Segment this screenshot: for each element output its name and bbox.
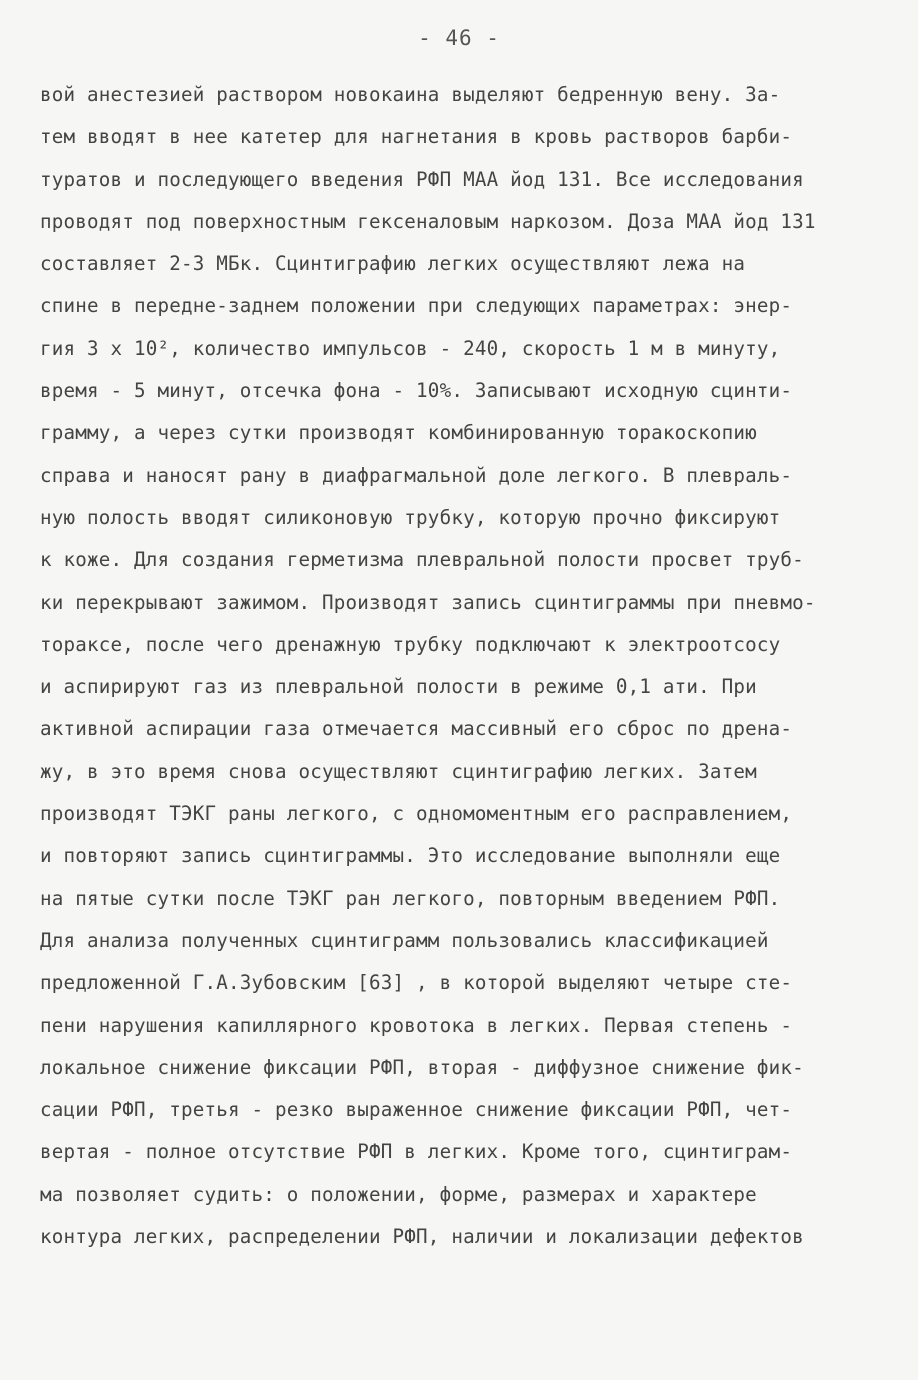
text-line: ную полость вводят силиконовую трубку, которую прочно фиксируют: [40, 505, 781, 529]
text-line: и повторяют запись сцинтиграммы. Это исследование выполняли еще: [40, 844, 781, 868]
text-line: пени нарушения капиллярного кровотока в легких. Первая степень -: [40, 1013, 793, 1037]
text-line: ки перекрывают зажимом. Производят запись сцинтиграммы при пневмо-: [40, 590, 816, 614]
text-line: ма позволяет судить: о положении, форме, размерах и характере: [40, 1182, 757, 1206]
text-line: время - 5 минут, отсечка фона - 10%. Записывают исходную сцинти-: [40, 379, 793, 403]
text-line: грамму, а через сутки производят комбинированную торакоскопию: [40, 421, 757, 445]
body-text: [40, 74, 880, 1258]
page-number: - 46 -: [418, 26, 500, 50]
text-line: вой анестезией раствором новокаина выделяют бедренную вену. За-: [40, 83, 781, 106]
text-line: проводят под поверхностным гексеналовым наркозом. Доза МАА йод 131: [40, 209, 816, 233]
text-line: Для анализа полученных сцинтиграмм пользовались классификацией: [40, 928, 769, 952]
text-line: спине в передне-заднем положении при следующих параметрах: энер-: [40, 294, 793, 318]
text-line: на пятые сутки после ТЭКГ ран легкого, повторным введением РФП.: [40, 886, 781, 910]
text-line: производят ТЭКГ раны легкого, с одномоментным его расправлением,: [40, 802, 793, 826]
text-line: и аспирируют газ из плевральной полости в режиме 0,1 ати. При: [40, 675, 757, 699]
text-line: гия 3 х 10², количество импульсов - 240, скорость 1 м в минуту,: [40, 336, 781, 360]
text-line: составляет 2-3 МБк. Сцинтиграфию легких осуществляют лежа на: [40, 252, 746, 276]
text-line: тораксе, после чего дренажную трубку подключают к электроотсосу: [40, 632, 781, 656]
text-line: туратов и последующего введения РФП МАА йод 131. Все исследования: [40, 167, 804, 191]
text-line: к коже. Для создания герметизма плевральной полости просвет труб-: [40, 548, 804, 572]
text-line: справа и наносят рану в диафрагмальной доле легкого. В плевраль-: [40, 463, 793, 487]
text-line: предложенной Г.А.Зубовским [63] , в которой выделяют четыре сте-: [40, 971, 793, 995]
text-line: контура легких, распределении РФП, наличии и локализации дефектов: [40, 1225, 804, 1249]
text-line: вертая - полное отсутствие РФП в легких. Кроме того, сцинтиграм-: [40, 1140, 793, 1164]
text-line: сации РФП, третья - резко выраженное снижение фиксации РФП, чет-: [40, 1098, 793, 1122]
text-line: активной аспирации газа отмечается массивный его сброс по дрена-: [40, 717, 793, 741]
text-line: тем вводят в нее катетер для нагнетания в кровь растворов барби-: [40, 125, 793, 149]
text-line: жу, в это время снова осуществляют сцинтиграфию легких. Затем: [40, 759, 757, 783]
text-line: локальное снижение фиксации РФП, вторая - диффузное снижение фик-: [40, 1055, 804, 1079]
